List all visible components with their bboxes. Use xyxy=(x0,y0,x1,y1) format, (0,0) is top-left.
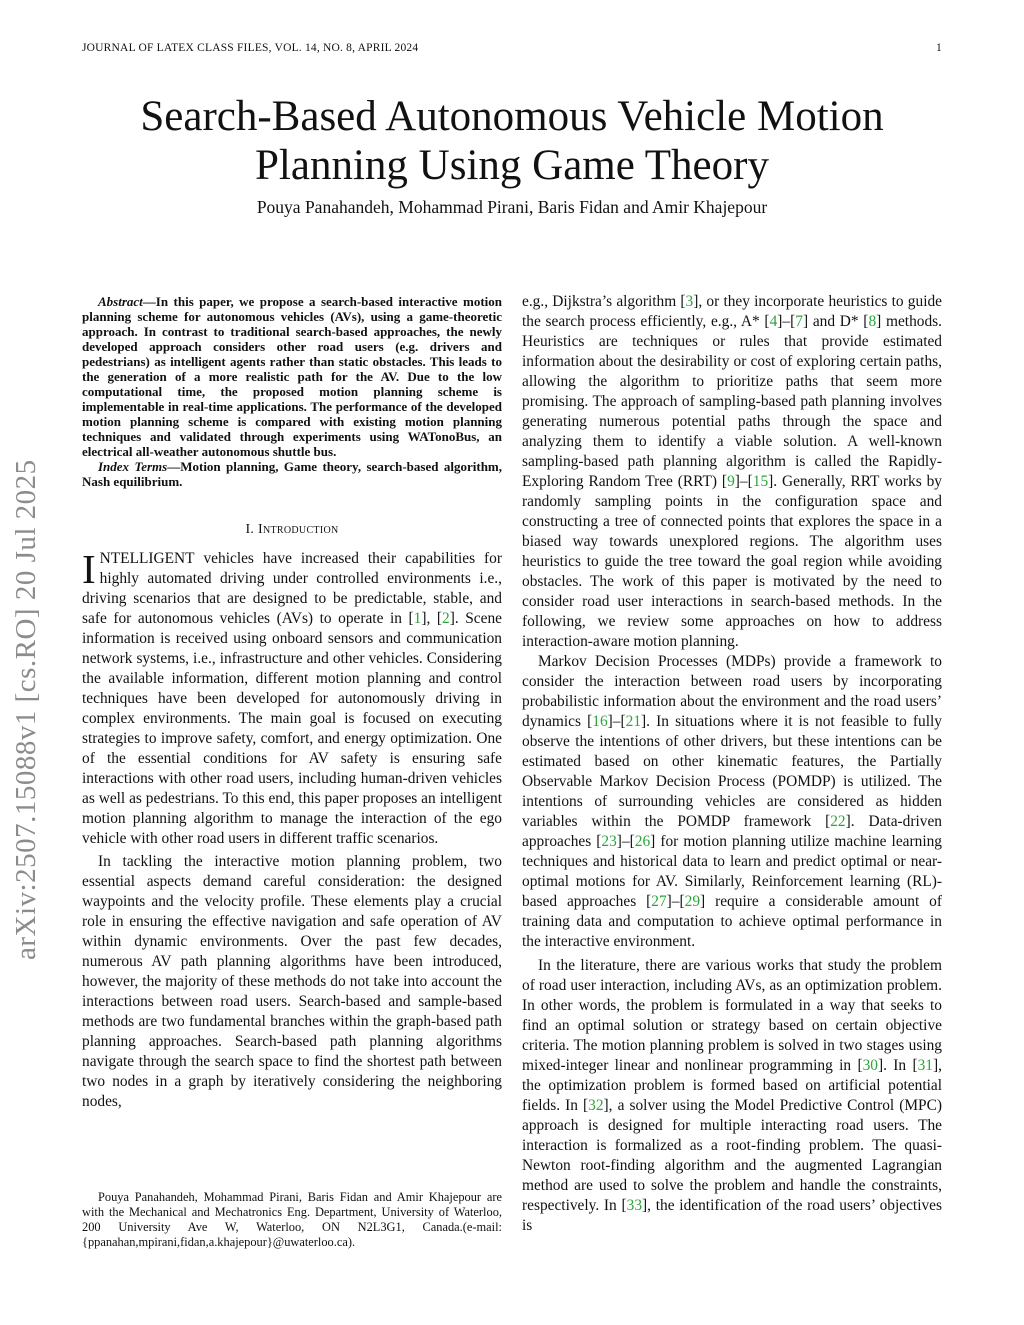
citation-link[interactable]: 30 xyxy=(862,1057,878,1074)
abstract xyxy=(82,294,502,459)
right-column xyxy=(522,292,942,1236)
abstract-label: Abstract xyxy=(98,294,143,309)
abstract-text: —In this paper, we propose a search-based interactive motion planning scheme for autonomous vehicles (AVs), using a game-theoretic approach. In contrast to traditional search-based approaches, the newly developed approach considers other road users (e.g. drivers and pedestrians) as intelligent agents rather than static obstacles. This leads to the generation of a more realistic path for the AV. Due to the low computational time, the proposed motion planning scheme is implementable in real-time applications. The performance of the developed motion planning scheme is compared with existing motion planning techniques and validated through experiments using WATonoBus, an electrical all-weather autonomous shuttle bus. xyxy=(82,294,502,459)
intro-paragraph-2: In tackling the interactive motion planning problem, two essential aspects demand careful consideration: the designed waypoints and the velocity profile. These elements play a crucial role in ensuring the effective navigation and safe operation of AV within dynamic environments. Over the past few decades, numerous AV path planning algorithms have been introduced, however, the majority of these methods do not take into account the interactions between road users. Search-based and sample-based methods are two fundamental branches within the graph-based path planning approaches. Search-based path planning algorithms navigate through the search space to find the shortest path between two nodes in a graph by iteratively considering the neighboring nodes, xyxy=(82,853,502,1110)
left-column xyxy=(82,294,502,1112)
right-paragraph-2: Markov Decision Processes (MDPs) provide a framework to consider the interaction between road users by incorporating probabilistic information about the environment and the road users’ dynamics [16]–[21]. In situations where it is not feasible to fully observe the intentions of other drivers, but these intentions can be estimated based on other kinematic features, the Partially Observable Markov Decision Process (POMDP) is utilized. The intentions of surrounding vehicles are considered as hidden variables within the POMDP framework [22]. Data-driven approaches [23]–[26] for motion planning utilize machine learning techniques and historical data to learn and predict optimal or near-optimal motions for AV. Similarly, Reinforcement learning (RL)-based approaches [27]–[29] require a considerable amount of training data and computation to achieve optimal performance in the interactive environment. xyxy=(522,653,942,950)
citation-link[interactable]: 31 xyxy=(917,1057,933,1074)
intro-first-word: NTELLIGENT xyxy=(99,550,195,567)
index-terms xyxy=(82,459,502,489)
citation-link[interactable]: 33 xyxy=(626,1197,643,1214)
citation-link[interactable]: 27 xyxy=(651,893,667,910)
citation-link[interactable]: 23 xyxy=(601,833,617,850)
paper-title: Search-Based Autonomous Vehicle Motion Planning Using Game Theory xyxy=(140,93,884,189)
citation-link[interactable]: 26 xyxy=(634,833,651,850)
citation-link[interactable]: 9 xyxy=(727,473,735,490)
citation-link[interactable]: 15 xyxy=(752,473,769,490)
citation-link[interactable]: 22 xyxy=(830,813,846,830)
citation-link[interactable]: 16 xyxy=(592,713,608,730)
citation-link[interactable]: 2 xyxy=(442,610,450,627)
section-number: I. xyxy=(245,522,259,537)
section-heading xyxy=(82,520,502,540)
citation-link[interactable]: 3 xyxy=(685,293,694,310)
citation-link[interactable]: 1 xyxy=(413,610,422,627)
intro-paragraph-1 xyxy=(82,546,502,849)
citation-link[interactable]: 7 xyxy=(795,313,803,330)
section-title: Introduction xyxy=(258,522,339,537)
index-terms-text: —Motion planning, Game theory, search-based algorithm, Nash equilibrium. xyxy=(82,459,503,489)
citation-link[interactable]: 32 xyxy=(588,1097,604,1114)
index-terms-label: Index Terms xyxy=(98,459,168,474)
running-header: JOURNAL OF LATEX CLASS FILES, VOL. 14, NO. 8, APRIL 2024 xyxy=(82,42,419,54)
right-paragraph-3: In the literature, there are various works that study the problem of road user interaction, including AVs, as an optimization problem. In other words, the problem is formulated in a way that seeks to find an optimal solution or strategy based on certain objective criteria. The motion planning problem is solved in two stages using mixed-integer linear and nonlinear programming in [30]. In [31], the optimization problem is formed based on artificial potential fields. In [32], a solver using the Model Predictive Control (MPC) approach is designed for multiple interacting road users. The interaction is formalized as a root-finding problem. The quasi-Newton root-finding algorithm and the augmented Lagrangian method are used to solve the problem and handle the constraints, respectively. In [33], the identification of the road users’ objectives is xyxy=(522,957,943,1234)
arxiv-stamp: arXiv:2507.15088v1 [cs.RO] 20 Jul 2025 xyxy=(10,459,42,960)
citation-link[interactable]: 4 xyxy=(769,313,778,330)
right-paragraph-1: e.g., Dijkstra’s algorithm [3], or they incorporate heuristics to guide the search process efficiently, e.g., A* [4]–[7] and D* [8] methods. Heuristics are techniques or rules that provide estimated information about the desirability or cost of exploring certain paths, allowing the algorithm to prioritize paths that seem more promising. The approach of sampling-based path planning involves generating numerous potential paths through the space and analyzing them to identify a viable solution. A well-known sampling-based path planning algorithm is called the Rapidly-Exploring Random Tree (RRT) [9]–[15]. Generally, RRT works by randomly sampling points in the configuration space and constructing a tree of connected points that explores the space in a biased way towards unexplored regions. The algorithm uses heuristics to guide the tree toward the goal region while avoiding obstacles. The work of this paper is motivated by the need to consider road user interactions in search-based methods. In the following, we review some approaches on how to address interaction-aware motion planning. xyxy=(522,293,943,650)
citation-link[interactable]: 29 xyxy=(684,893,701,910)
page-number: 1 xyxy=(936,42,942,54)
author-list: Pouya Panahandeh, Mohammad Pirani, Baris Fidan and Amir Khajepour xyxy=(256,197,768,217)
intro-paragraph-1-text: vehicles have increased their capabilities for highly automated driving under controlled environments i.e., driving scenarios that are designed to be predictable, stable, and safe for autonomous vehicles (AVs) to operate in [1], [2]. Scene information is received using onboard sensors and communication network systems, i.e., infrastructure and other vehicles. Considering the available information, different motion planning and control techniques have been developed for autonomously driving in complex environments. The main goal is focused on executing strategies to improve safety, comfort, and energy optimization. One of the essential conditions for AV safety is ensuring safe interactions with other road users, including human-driven vehicles as well as pedestrians. To this end, this paper proposes an intelligent motion planning algorithm to manage the interaction of the ego vehicle with other road users in different traffic scenarios. xyxy=(82,550,502,847)
drop-cap: I xyxy=(82,546,96,592)
author-affiliation-footnote: Pouya Panahandeh, Mohammad Pirani, Baris Fidan and Amir Khajepour are with the Mechanical and Mechatronics Eng. Department, University of Waterloo, 200 University Ave W, Waterloo, ON N2L3G1, Canada.(e-mail:{ppanahan,mpirani,fidan,a.khajepour}@uwaterloo.ca). xyxy=(82,1190,502,1249)
citation-link[interactable]: 21 xyxy=(625,713,642,730)
citation-link[interactable]: 8 xyxy=(868,313,877,330)
